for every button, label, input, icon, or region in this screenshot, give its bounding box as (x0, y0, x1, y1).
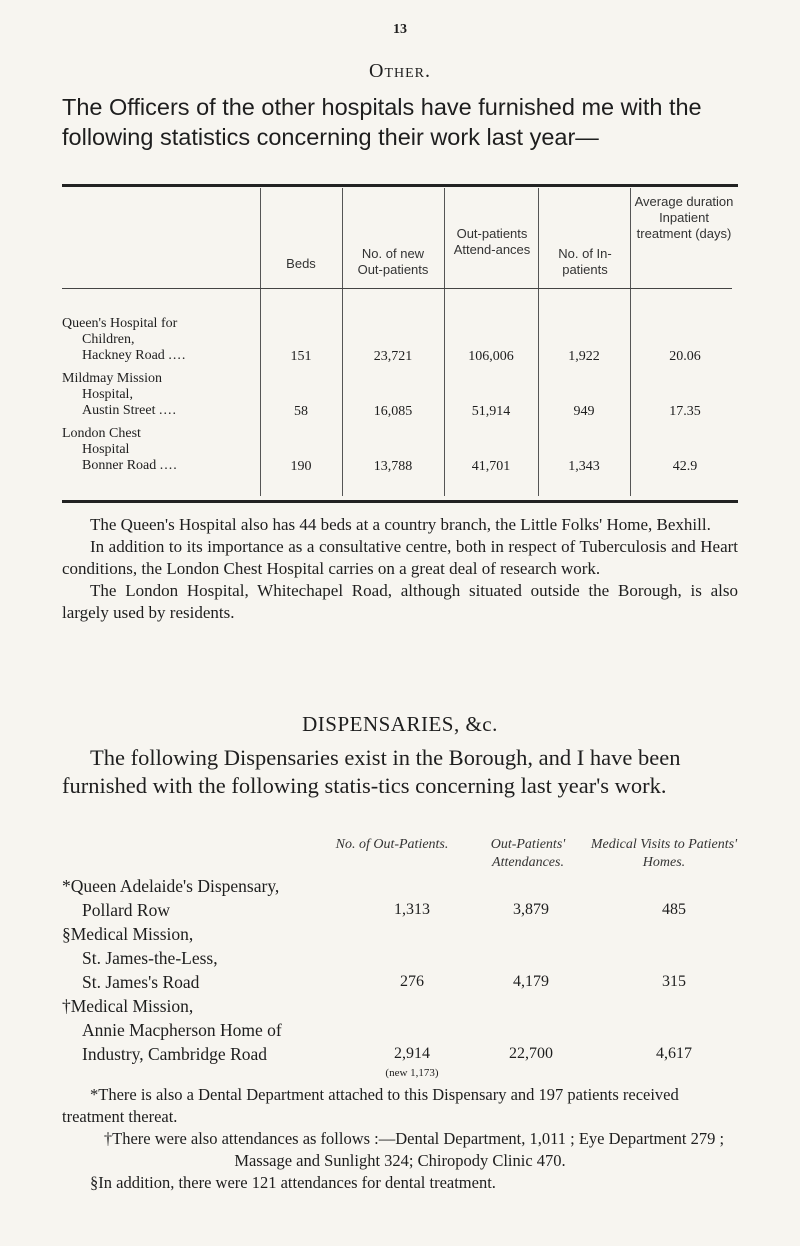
leader-dots: .... (168, 348, 187, 363)
dispensary-name-line: Industry, Cambridge Road (82, 1044, 268, 1064)
table-top-rule (62, 184, 738, 187)
dispensary-attendances: 22,700 (509, 1045, 553, 1062)
column-header-medical-visits: Medical Visits to Patients' Homes. (590, 837, 738, 870)
cell-new-outpatients: 16,085 (373, 404, 413, 419)
dispensary-home-visits: 315 (662, 973, 686, 990)
column-divider (630, 188, 631, 496)
dispensary-name-line: Pollard Row (82, 900, 170, 920)
footnote: §In addition, there were 121 attendances for dental treatment. (90, 1173, 496, 1192)
dispensary-name-line: §Medical Mission, (62, 924, 194, 944)
dispensary-name-line: †Medical Mission, (62, 996, 194, 1016)
cell-beds: 151 (290, 349, 312, 364)
row-name-line: Bonner Road (82, 458, 157, 473)
section-title: Other. (369, 60, 431, 82)
dispensaries-intro: The following Dispensaries exist in the Borough, and I have been furnished with the following statis-tics concerning last year's work. (62, 745, 681, 798)
paragraph: The London Hospital, Whitechapel Road, although situated outside the Borough, is also largely used by residents. (62, 581, 738, 622)
column-divider (444, 188, 445, 496)
cell-duration: 20.06 (669, 349, 701, 364)
cell-beds: 190 (290, 459, 312, 474)
row-name-line: Hospital, (82, 387, 133, 402)
table-row-label (62, 371, 262, 419)
paragraph: The Queen's Hospital also has 44 beds at a country branch, the Little Folks' Home, Bexhill. (90, 515, 711, 534)
dispensary-outpatients: 276 (400, 973, 424, 990)
table-row-label (62, 316, 262, 364)
footnotes (62, 1084, 738, 1194)
cell-inpatients: 1,343 (568, 459, 600, 474)
column-divider (342, 188, 343, 496)
row-name-line: Queen's Hospital for (62, 316, 178, 331)
row-name-line: London Chest (62, 426, 141, 441)
cell-beds: 58 (294, 404, 308, 419)
dispensaries-title: DISPENSARIES, &c. (302, 712, 498, 736)
cell-inpatients: 949 (573, 404, 595, 419)
body-text (62, 514, 738, 624)
dispensary-attendances: 3,879 (513, 901, 549, 918)
footnote: *There is also a Dental Department attached to this Dispensary and 197 patients received treatment thereat. (62, 1085, 679, 1126)
footnote: †There were also attendances as follows :—Dental Department, 1,011 ; Eye Department 279 ; Massage and Sunlight 324; Chiropody Clinic 470. (103, 1129, 725, 1170)
column-divider (538, 188, 539, 496)
dispensary-outpatients: 2,914 (394, 1045, 430, 1062)
row-name-line: Children, (82, 332, 135, 347)
column-header-attendances: Out-Patients' Attendances. (490, 837, 566, 870)
header-rule (62, 288, 732, 289)
cell-attendances: 51,914 (471, 404, 511, 419)
cell-new-outpatients: 13,788 (373, 459, 413, 474)
leader-dots: .... (159, 403, 177, 418)
dispensary-attendances: 4,179 (513, 973, 549, 990)
dispensary-label (62, 874, 362, 922)
table-bottom-rule (62, 500, 738, 503)
header-new-outpatients: No. of new Out-patients (357, 246, 429, 277)
row-name-line: Hospital (82, 442, 130, 457)
leader-dots: .... (159, 458, 178, 473)
dispensary-outpatients: 1,313 (394, 901, 430, 918)
dispensary-name-line: *Queen Adelaide's Dispensary, (62, 876, 280, 896)
cell-attendances: 106,006 (468, 349, 514, 364)
header-inpatients: No. of In-patients (558, 246, 612, 277)
page-number: 13 (393, 22, 407, 37)
column-header-outpatients: No. of Out-Patients. (335, 837, 449, 852)
cell-duration: 42.9 (672, 459, 698, 474)
new-patients-note: (new 1,173) (385, 1067, 439, 1079)
dispensary-label (62, 994, 362, 1066)
header-outpatient-attendances: Out-patients Attend-ances (453, 226, 531, 257)
cell-new-outpatients: 23,721 (373, 349, 413, 364)
table-row-label (62, 426, 262, 474)
cell-duration: 17.35 (669, 404, 701, 419)
dispensary-name-line: Annie Macpherson Home of (82, 1020, 282, 1040)
row-name-line: Mildmay Mission (62, 371, 162, 386)
intro-paragraph: The Officers of the other hospitals have furnished me with the following statistics concerning their work last year— (62, 94, 702, 150)
dispensary-name-line: St. James's Road (82, 972, 200, 992)
header-beds: Beds (286, 256, 316, 271)
dispensary-label (62, 922, 362, 994)
row-name-line: Austin Street (82, 403, 156, 418)
cell-attendances: 41,701 (471, 459, 511, 474)
cell-inpatients: 1,922 (568, 349, 600, 364)
dispensary-home-visits: 4,617 (656, 1045, 692, 1062)
dispensary-name-line: St. James-the-Less, (82, 948, 218, 968)
dispensary-home-visits: 485 (662, 901, 686, 918)
paragraph: In addition to its importance as a consultative centre, both in respect of Tuberculosis and Heart conditions, the London Chest Hospital carries on a great deal of research work. (62, 537, 738, 578)
row-name-line: Hackney Road (82, 348, 165, 363)
header-average-duration: Average duration Inpatient treatment (days) (634, 194, 734, 241)
